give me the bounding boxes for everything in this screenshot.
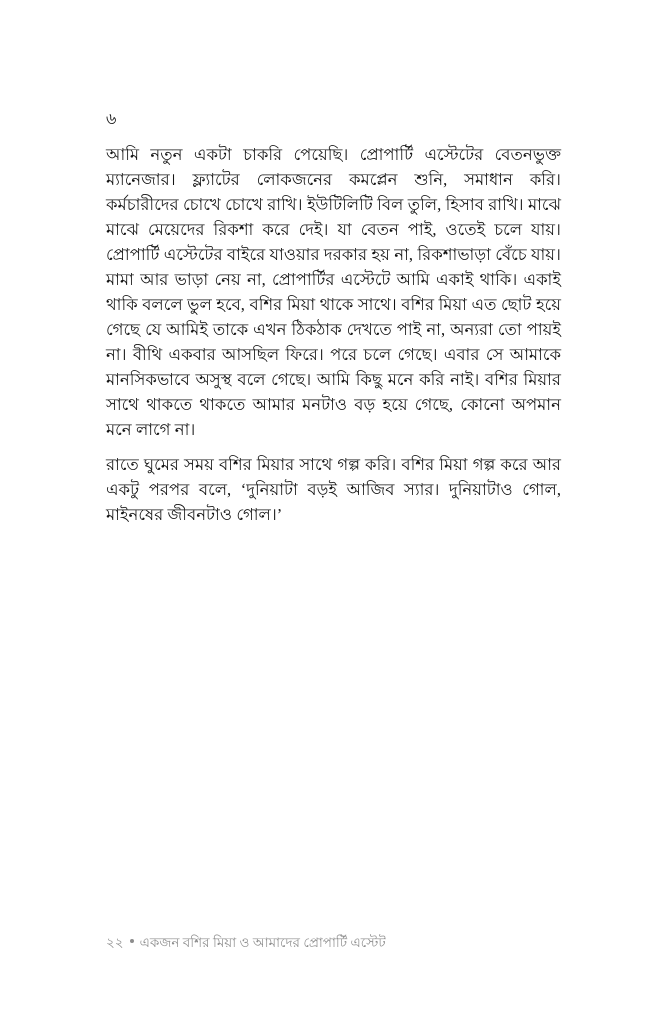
body-paragraph: আমি নতুন একটা চাকরি পেয়েছি। প্রোপার্টি এস্টেটের বেতনভুক্ত ম্যানেজার। ফ্ল্যাটের লোকজনের কমপ্লেন শুনি, সমাধান করি। কর্মচারীদের চোখে চোখে রাখি। ইউটিলিটি বিল তুলি, হিসাব রাখি। মাঝে মাঝে মেয়েদের রিকশা করে দেই। যা বেতন পাই, ওতেই চলে যায়। প্রোপার্টি এস্টেটের বাইরে যাওয়ার দরকার হয় না, রিকশাভাড়া বেঁচে যায়। মামা আর ভাড়া নেয় না, প্রোপার্টির এস্টেটে আমি একাই থাকি। একাই থাকি বললে ভুল হবে, বশির মিয়া থাকে সাথে। বশির মিয়া এত ছোট হয়ে গেছে যে আমিই তাকে এখন ঠিকঠাক দেখতে পাই না, অন্যরা তো পায়ই না। বীথি একবার আসছিল ফিরে। পরে চলে গেছে। এবার সে আমাকে মানসিকভাবে অসুস্থ বলে গেছে। আমি কিছু মনে করি নাই। বশির মিয়ার সাথে থাকতে থাকতে আমার মনটাও বড় হয়ে গেছে, কোনো অপমান মনে লাগে না। (106, 145, 561, 439)
page-footer (106, 934, 561, 952)
page-text-block (106, 112, 561, 527)
body-paragraph: রাতে ঘুমের সময় বশির মিয়ার সাথে গল্প করি। বশির মিয়া গল্প করে আর একটু পরপর বলে, ‘দুনিয়াটা বড়ই আজিব স্যার। দুনিয়াটাও গোল, মাইনষের জীবনটাও গোল।’ (106, 455, 561, 524)
footer-book-title: একজন বশির মিয়া ও আমাদের প্রোপার্টি এস্টেট (139, 935, 386, 950)
bullet-separator-icon (130, 939, 134, 943)
section-number: ৬ (106, 111, 117, 128)
footer-page-number: ২২ (106, 935, 124, 950)
